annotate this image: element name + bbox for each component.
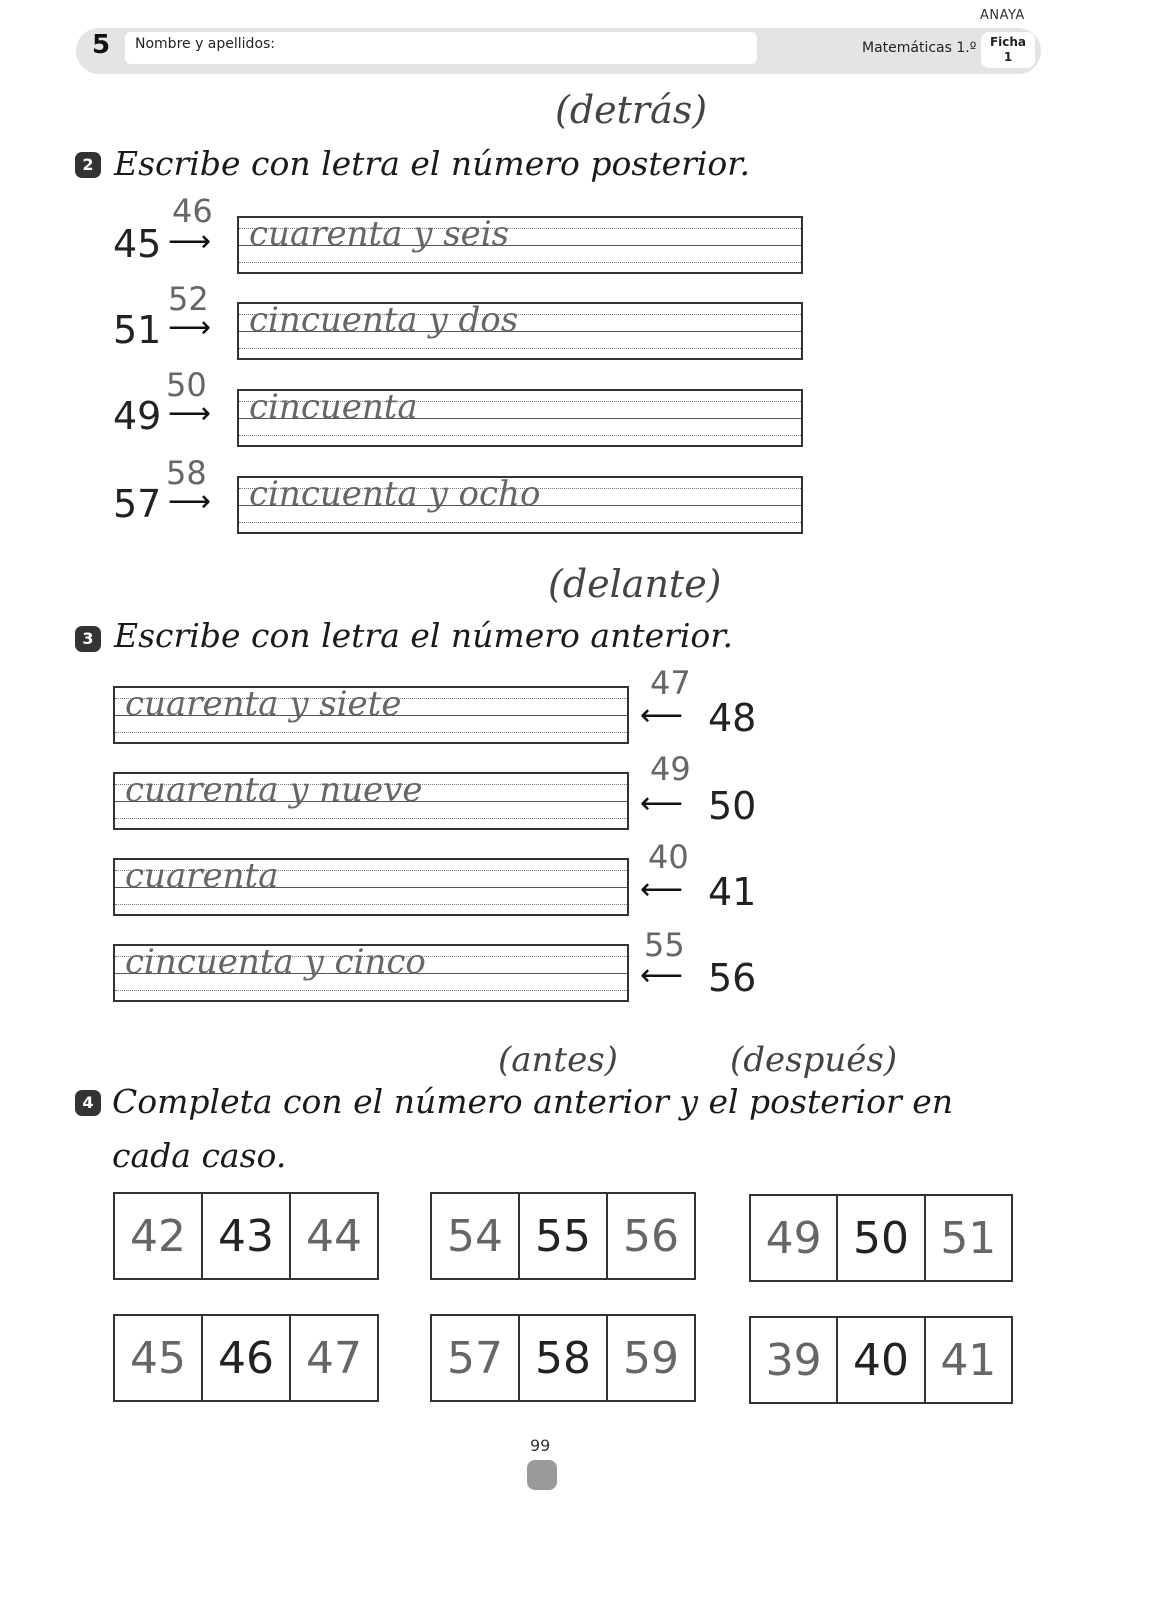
ex3-given-2: 50 xyxy=(708,784,757,828)
sequence-before[interactable]: 39 xyxy=(751,1318,838,1402)
ex3-answer-text-4: cincuenta y cinco xyxy=(125,942,426,982)
ex4-note-after: (después) xyxy=(730,1040,898,1080)
ex4-note-before: (antes) xyxy=(498,1040,618,1080)
ex2-answer-text-1: cuarenta y seis xyxy=(249,214,510,254)
sequence-given: 58 xyxy=(520,1316,608,1400)
ex3-answer-text-1: cuarenta y siete xyxy=(125,684,402,724)
sequence-before[interactable]: 45 xyxy=(115,1316,203,1400)
ex2-instruction: Escribe con letra el número posterior. xyxy=(114,144,750,183)
ex3-instruction: Escribe con letra el número anterior. xyxy=(114,616,733,655)
sequence-after[interactable]: 59 xyxy=(623,1332,679,1384)
sequence-before[interactable]: 49 xyxy=(751,1196,838,1280)
subject-label: Matemáticas 1.º xyxy=(862,40,977,56)
sequence-given: 50 xyxy=(838,1196,925,1280)
ex2-writing-line-1[interactable] xyxy=(237,216,803,274)
ex2-given-4: 57 xyxy=(113,482,162,526)
ex3-badge: 3 xyxy=(75,626,101,652)
right-arrow-icon: ⟶ xyxy=(168,224,212,259)
right-arrow-icon: ⟶ xyxy=(168,484,212,519)
left-arrow-icon: ⟵ xyxy=(640,958,684,993)
ex3-given-3: 41 xyxy=(708,870,757,914)
ex2-answer-number-3: 50 xyxy=(166,366,207,404)
ex3-answer-number-2: 49 xyxy=(650,750,691,788)
ex2-given-3: 49 xyxy=(113,394,162,438)
sequence-grid xyxy=(113,1314,379,1402)
sequence-given: 40 xyxy=(838,1318,925,1402)
page-number: 99 xyxy=(530,1436,551,1455)
sequence-given: 46 xyxy=(203,1316,291,1400)
ex3-answer-text-2: cuarenta y nueve xyxy=(125,770,423,810)
sequence-before[interactable]: 42 xyxy=(115,1194,203,1278)
ex3-answer-number-4: 55 xyxy=(644,926,685,964)
sequence-grid xyxy=(430,1192,696,1280)
sequence-grid xyxy=(113,1192,379,1280)
ex2-writing-line-2[interactable] xyxy=(237,302,803,360)
left-arrow-icon: ⟵ xyxy=(640,872,684,907)
ex2-badge: 2 xyxy=(75,152,101,178)
unit-number: 5 xyxy=(92,30,111,60)
ex2-answer-number-4: 58 xyxy=(166,454,207,492)
ex2-answer-text-3: cincuenta xyxy=(249,387,418,427)
ex3-writing-line-2[interactable] xyxy=(113,772,629,830)
sequence-grid xyxy=(749,1194,1013,1282)
sequence-after[interactable]: 56 xyxy=(623,1210,679,1262)
ex3-writing-line-1[interactable] xyxy=(113,686,629,744)
sequence-given: 55 xyxy=(520,1194,608,1278)
ex4-instruction-line1: Completa con el número anterior y el posterior en xyxy=(112,1082,954,1121)
sequence-after[interactable]: 44 xyxy=(306,1210,362,1262)
sequence-grid xyxy=(749,1316,1013,1404)
ex3-answer-number-1: 47 xyxy=(650,664,691,702)
right-arrow-icon: ⟶ xyxy=(168,396,212,431)
ex3-answer-number-3: 40 xyxy=(648,838,689,876)
sequence-before[interactable]: 54 xyxy=(432,1194,520,1278)
sequence-after[interactable]: 41 xyxy=(940,1334,997,1386)
publisher-logo: ANAYA xyxy=(980,8,1025,23)
ex2-given-1: 45 xyxy=(113,222,162,266)
page-marker xyxy=(527,1460,557,1490)
ex2-answer-number-2: 52 xyxy=(168,280,209,318)
sequence-before[interactable]: 57 xyxy=(432,1316,520,1400)
ex2-given-2: 51 xyxy=(113,308,162,352)
ex4-badge: 4 xyxy=(75,1090,101,1116)
sequence-grid xyxy=(430,1314,696,1402)
name-label: Nombre y apellidos: xyxy=(135,36,276,52)
ex4-instruction-line2: cada caso. xyxy=(112,1136,287,1175)
left-arrow-icon: ⟵ xyxy=(640,786,684,821)
ex3-answer-text-3: cuarenta xyxy=(125,856,279,896)
left-arrow-icon: ⟵ xyxy=(640,698,684,733)
sequence-given: 43 xyxy=(203,1194,291,1278)
ex2-margin-note: (detrás) xyxy=(555,88,708,132)
ex2-answer-text-4: cincuenta y ocho xyxy=(249,474,541,514)
ex3-writing-line-4[interactable] xyxy=(113,944,629,1002)
ficha-badge xyxy=(981,32,1035,68)
right-arrow-icon: ⟶ xyxy=(168,310,212,345)
ficha-label: Ficha xyxy=(989,35,1027,49)
ex2-writing-line-3[interactable] xyxy=(237,389,803,447)
sequence-after[interactable]: 47 xyxy=(306,1332,362,1384)
ex3-given-4: 56 xyxy=(708,956,757,1000)
ex2-answer-text-2: cincuenta y dos xyxy=(249,300,519,340)
ex2-writing-line-4[interactable] xyxy=(237,476,803,534)
ex3-margin-note: (delante) xyxy=(548,562,722,606)
ex2-answer-number-1: 46 xyxy=(172,192,213,230)
ex3-given-1: 48 xyxy=(708,696,757,740)
ex3-writing-line-3[interactable] xyxy=(113,858,629,916)
ficha-number: 1 xyxy=(1003,50,1013,64)
sequence-after[interactable]: 51 xyxy=(940,1212,997,1264)
